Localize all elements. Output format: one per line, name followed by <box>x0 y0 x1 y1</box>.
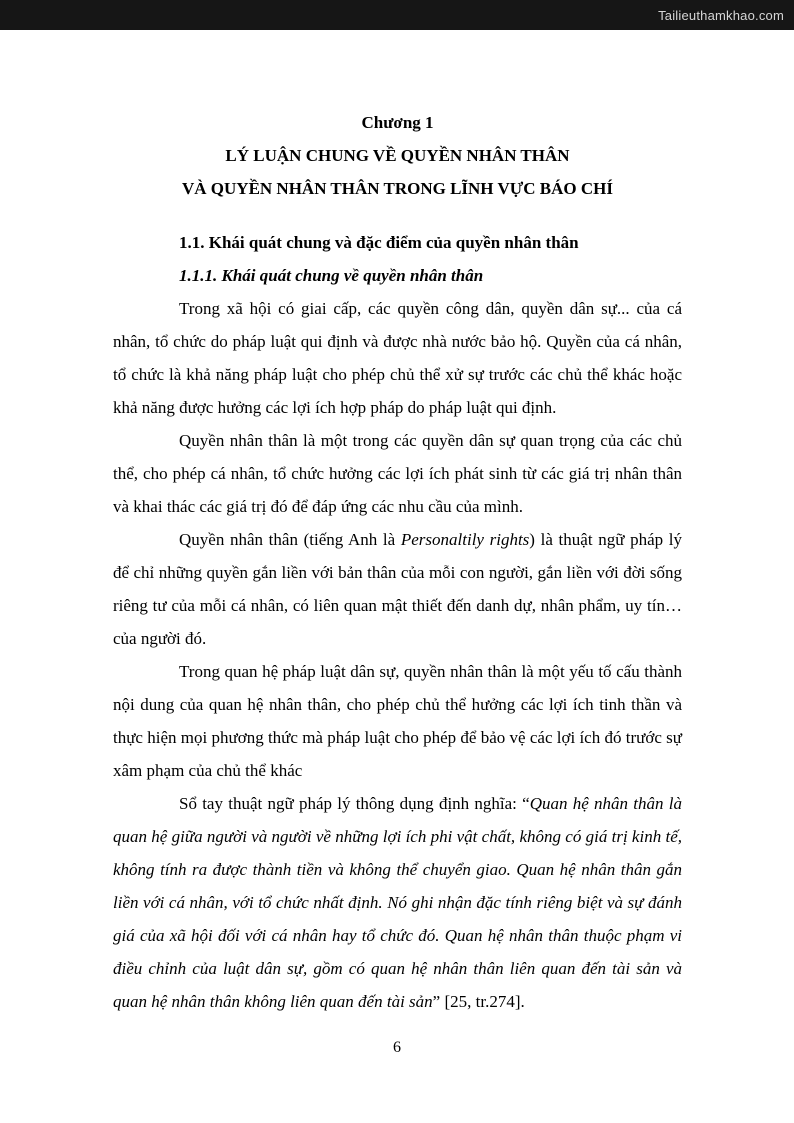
paragraph-2 <box>113 424 682 523</box>
section-heading-1-1: 1.1. Khái quát chung và đặc điểm của quyền nhân thân <box>179 233 579 252</box>
document-title-line1: LÝ LUẬN CHUNG VỀ QUYỀN NHÂN THÂN <box>225 146 570 165</box>
text-run: Sổ tay thuật ngữ pháp lý thông dụng định nghĩa: “ <box>179 794 530 813</box>
paragraph-1 <box>113 292 682 424</box>
text-run: ) là thuật ngữ pháp lý để chỉ những quyền gắn liền với bản thân của mỗi con người, gắn liền với đời sống riêng tư của mỗi cá nhân, có liên quan mật thiết đến danh dự, nhân phẩm, uy tín… của người đó. <box>113 530 682 648</box>
paragraph-3 <box>113 523 682 655</box>
document-title-line2: VÀ QUYỀN NHÂN THÂN TRONG LĨNH VỰC BÁO CHÍ <box>181 179 614 198</box>
chapter-heading: Chương 1 <box>361 113 434 132</box>
section-heading-1-1-1: 1.1.1. Khái quát chung về quyền nhân thân <box>179 266 484 285</box>
text-run: Quyền nhân thân (tiếng Anh là <box>179 530 401 549</box>
paragraph-4 <box>113 655 682 787</box>
page-number: 6 <box>393 1039 401 1056</box>
paragraph-5 <box>113 787 682 1018</box>
page-content <box>113 106 682 1018</box>
site-watermark: Tailieuthamkhao.com <box>658 7 784 23</box>
text-run citation: ” [25, tr.274]. <box>432 992 525 1011</box>
text-run-italic: Personaltily rights <box>400 530 530 549</box>
text-run: Trong xã hội có giai cấp, các quyền công dân, quyền dân sự... của cá nhân, tổ chức do pháp luật qui định và được nhà nước bảo hộ. Quyền của cá nhân, tổ chức là khả năng pháp luật cho phép chủ thể xử sự trước các chủ thể khác hoặc khả năng được hưởng các lợi ích hợp pháp do pháp luật qui định. <box>113 299 682 417</box>
text-run: Quyền nhân thân là một trong các quyền dân sự quan trọng của các chủ thể, cho phép cá nhân, tổ chức hưởng các lợi ích phát sinh từ các giá trị nhân thân và khai thác các giá trị đó để đáp ứng các nhu cầu của mình. <box>113 431 682 516</box>
top-banner <box>0 0 794 30</box>
text-run: Trong quan hệ pháp luật dân sự, quyền nhân thân là một yếu tố cấu thành nội dung của quan hệ nhân thân, cho phép chủ thể hưởng các lợi ích tinh thần và thực hiện mọi phương thức mà pháp luật cho phép để bảo vệ các lợi ích đó trước sự xâm phạm của chủ thể khác <box>113 662 682 780</box>
text-run-italic quoted-definition: Quan hệ nhân thân là quan hệ giữa người và người về những lợi ích phi vật chất, không có giá trị kinh tế, không tính ra được thành tiền và không thể chuyển giao. Quan hệ nhân thân gắn liền với cá nhân, với tổ chức nhất định. Nó ghi nhận đặc tính riêng biệt và sự đánh giá của xã hội đối với cá nhân hay tổ chức đó. Quan hệ nhân thân thuộc phạm vi điều chỉnh của luật dân sự, gồm có quan hệ nhân thân liên quan đến tài sản và quan hệ nhân thân không liên quan đến tài sản <box>113 794 682 1011</box>
